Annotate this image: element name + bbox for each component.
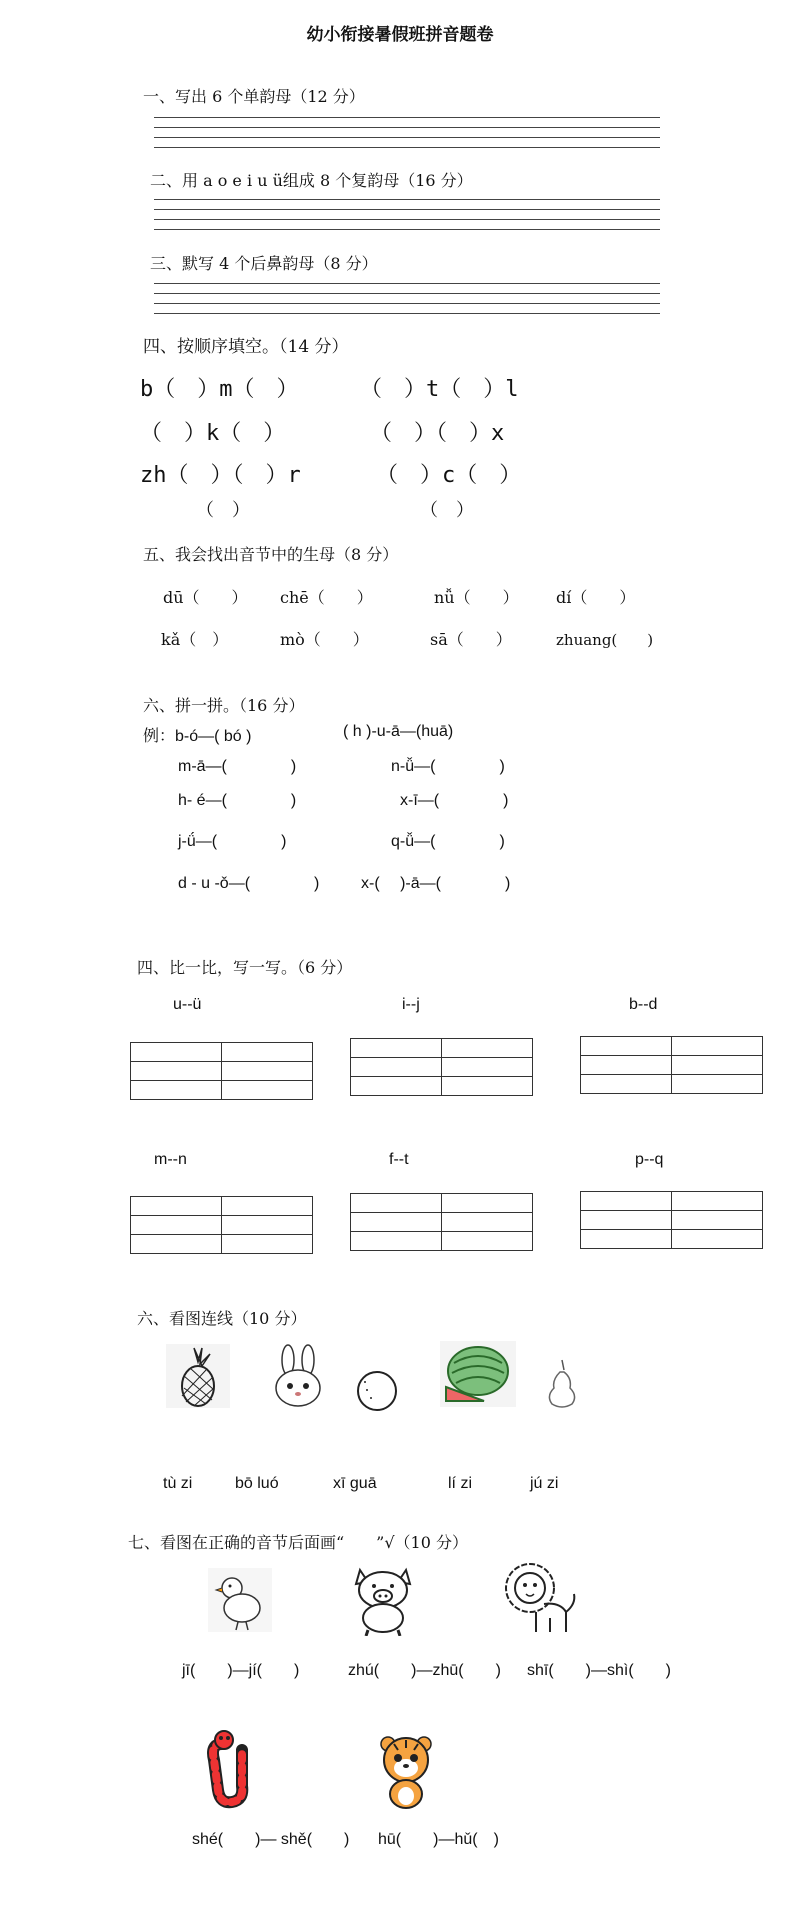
pair-label: u--ü — [173, 996, 202, 1013]
initial-item: kǎ（ ） — [161, 630, 229, 649]
section-6-heading: 六、拼一拼。（16 分） — [143, 696, 305, 715]
section-4-heading: 四、按顺序填空。（14 分） — [143, 337, 349, 357]
matching-word[interactable]: bō luó — [235, 1475, 279, 1492]
pair-label: f--t — [389, 1151, 409, 1168]
initial-item: dí（ ） — [556, 588, 636, 607]
pair-label: b--d — [629, 996, 658, 1013]
syllable-choice: zhú( )—zhū( ) — [348, 1662, 501, 1679]
pair-label: i--j — [402, 996, 420, 1013]
sequence-row-1b: （ ）t（ ）l — [360, 377, 519, 402]
spelling-item: d - u -ǒ—( ) — [178, 875, 320, 892]
spelling-item: n-ǚ—( ) — [391, 758, 505, 775]
syllable-choice: hū( )—hǔ( ) — [378, 1831, 499, 1848]
orange-image — [355, 1370, 399, 1412]
sequence-row-2b: （ ）（ ）x — [370, 421, 505, 446]
writing-grid[interactable] — [130, 1196, 313, 1254]
spelling-item: q-ǚ—( ) — [391, 833, 505, 850]
section-8-heading: 六、看图连线（10 分） — [137, 1309, 307, 1328]
writing-grid[interactable] — [130, 1042, 313, 1100]
pair-label: m--n — [154, 1151, 187, 1168]
matching-word[interactable]: lí zi — [448, 1475, 472, 1492]
section-3-heading: 三、默写 4 个后鼻韵母（8 分） — [150, 254, 378, 273]
watermelon-image — [440, 1341, 516, 1407]
spelling-item: x-ī—( ) — [400, 792, 509, 809]
syllable-choice: shī( )—shì( ) — [527, 1662, 672, 1679]
writing-lines-1[interactable] — [154, 117, 660, 157]
pair-label: p--q — [635, 1151, 664, 1168]
spelling-item: x-( )-ā—( ) — [361, 875, 511, 892]
initial-item: zhuang( ) — [556, 631, 654, 649]
matching-word[interactable]: tù zi — [163, 1475, 193, 1492]
writing-grid[interactable] — [350, 1038, 533, 1096]
syllable-choice: shé( )— shě( ) — [192, 1831, 350, 1848]
section-9-heading: 七、看图在正确的音节后面画“ ”√（10 分） — [128, 1533, 469, 1552]
sequence-row-4a: （ ） — [196, 500, 250, 521]
syllable-choice: jī( )—jí( ) — [182, 1662, 300, 1679]
sequence-row-3a: zh（ ）（ ）r — [140, 463, 301, 488]
section-7-heading: 四、比一比，写一写。（6 分） — [137, 958, 353, 977]
section-2-heading: 二、用 a o e i u ü组成 8 个复韵母（16 分） — [150, 171, 473, 190]
pineapple-image — [166, 1344, 230, 1408]
initial-item: mò（ ） — [280, 630, 369, 649]
sequence-row-3b: （ ）c（ ） — [376, 463, 522, 488]
initial-item: sā（ ） — [430, 630, 512, 649]
spelling-example: ( h )-u-ā—(huā) — [343, 723, 454, 740]
page-title: 幼小衔接暑假班拼音题卷 — [306, 25, 494, 45]
lion-image — [500, 1558, 580, 1636]
writing-grid[interactable] — [350, 1193, 533, 1251]
writing-grid[interactable] — [580, 1036, 763, 1094]
pig-image — [348, 1560, 418, 1636]
sequence-row-1a: b（ ）m（ ） — [140, 377, 299, 402]
spelling-item: j-ǘ—( ) — [178, 833, 287, 850]
initial-item: nǚ（ ） — [434, 588, 519, 607]
initial-item: dū（ ） — [163, 588, 248, 607]
spelling-example: 例：b-ó—( bó ) — [143, 728, 252, 745]
spelling-item: h- é—( ) — [178, 792, 297, 809]
tiger-image — [374, 1730, 438, 1810]
snake-image — [200, 1730, 264, 1810]
spelling-item: m-ā—( ) — [178, 758, 297, 775]
writing-lines-3[interactable] — [154, 283, 660, 323]
pear-image — [540, 1358, 586, 1410]
sequence-row-4b: （ ） — [420, 500, 474, 521]
matching-word[interactable]: xī guā — [333, 1475, 377, 1492]
sequence-row-2a: （ ）k（ ） — [140, 421, 286, 446]
chick-image — [208, 1568, 272, 1632]
writing-lines-2[interactable] — [154, 199, 660, 239]
initial-item: chē（ ） — [280, 588, 373, 607]
section-1-heading: 一、写出 6 个单韵母（12 分） — [143, 87, 365, 106]
writing-grid[interactable] — [580, 1191, 763, 1249]
matching-word[interactable]: jú zi — [530, 1475, 559, 1492]
rabbit-image — [268, 1344, 328, 1410]
section-5-heading: 五、我会找出音节中的生母（8 分） — [143, 545, 399, 564]
